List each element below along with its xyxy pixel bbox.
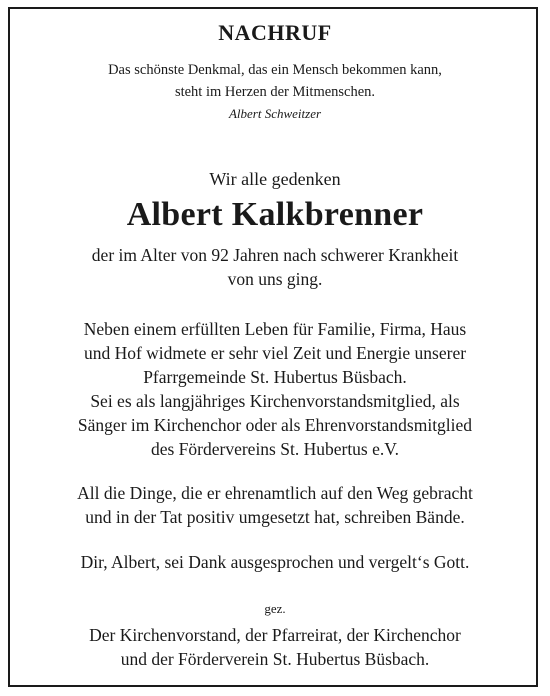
life-line-3: Pfarrgemeinde St. Hubertus Büsbach. (143, 367, 407, 387)
memorial-quote (0, 59, 550, 125)
deeds-line-2: und in der Tat positiv umgesetzt hat, schreiben Bände. (85, 507, 465, 527)
life-line-1: Neben einem erfüllten Leben für Familie, Firma, Haus (83, 319, 467, 339)
quote-author: Albert Schweitzer (228, 106, 322, 121)
quote-line-1: Das schönste Denkmal, das ein Mensch bekommen kann, (108, 62, 442, 78)
quote-line-2: steht im Herzen der Mitmenschen. (174, 84, 376, 100)
life-paragraph (0, 317, 550, 461)
life-line-2: und Hof widmete er sehr viel Zeit und Energie unserer (83, 343, 467, 363)
age-line-1: der im Alter von 92 Jahren nach schwerer Krankheit (91, 245, 459, 265)
deceased-name: Albert Kalkbrenner (126, 196, 424, 233)
remembrance-intro: Wir alle gedenken (209, 169, 341, 189)
signature-gez: gez. (264, 601, 286, 616)
age-paragraph (0, 243, 550, 291)
signature-line-1: Der Kirchenvorstand, der Pfarreirat, der Kirchenchor (89, 625, 461, 645)
age-line-2: von uns ging. (227, 269, 323, 289)
obituary-heading: NACHRUF (218, 20, 332, 45)
deeds-line-1: All die Dinge, die er ehrenamtlich auf den Weg gebracht (77, 483, 473, 503)
life-line-6: des Fördervereins St. Hubertus e.V. (150, 439, 400, 459)
deeds-paragraph (0, 481, 550, 529)
signature-block (0, 623, 550, 671)
thanks-paragraph: Dir, Albert, sei Dank ausgesprochen und vergelt‘s Gott. (80, 552, 470, 572)
life-line-4: Sei es als langjähriges Kirchenvorstandsmitglied, als (90, 391, 460, 411)
life-line-5: Sänger im Kirchenchor oder als Ehrenvorstandsmitglied (77, 415, 473, 435)
signature-line-2: und der Förderverein St. Hubertus Büsbach. (120, 649, 430, 669)
